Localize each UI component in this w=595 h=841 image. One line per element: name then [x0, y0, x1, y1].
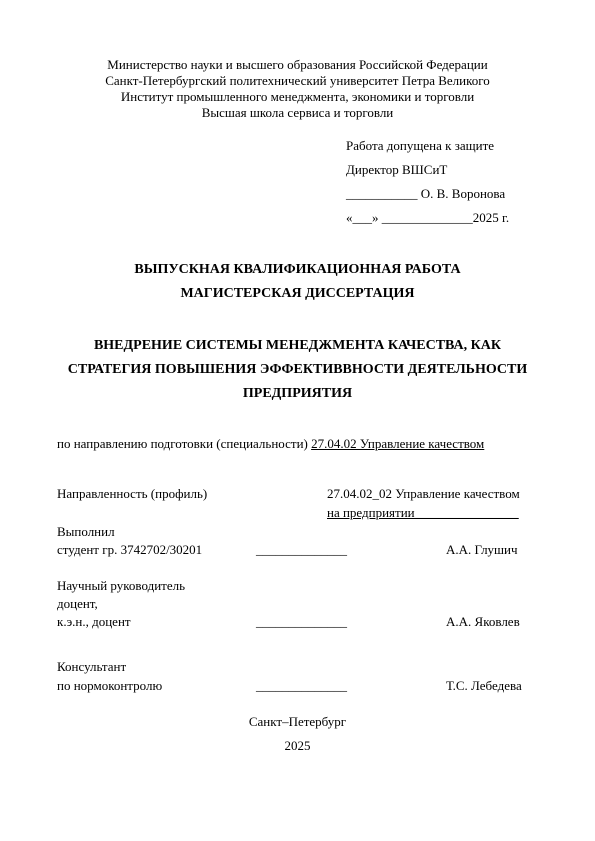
work-type-subtitle: МАГИСТЕРСКАЯ ДИССЕРТАЦИЯ: [180, 286, 415, 301]
consultant-label-2: по нормоконтролю: [57, 678, 163, 693]
institute-line: Институт промышленного менеджмента, экономики и торговли: [120, 89, 475, 104]
student-label-2: студент гр. 3742702/30201: [57, 542, 203, 557]
approval-admitted: Работа допущена к защите: [346, 138, 495, 153]
supervisor-name: А.А. Яковлев: [446, 614, 520, 629]
approval-signature: ___________ О. В. Воронова: [346, 186, 506, 201]
approval-director: Директор ВШСиТ: [346, 162, 448, 177]
supervisor-label-1: Научный руководитель: [57, 578, 186, 593]
consultant-signature-line: ______________: [256, 678, 347, 693]
school-line: Высшая школа сервиса и торговли: [201, 105, 394, 120]
student-signature-line: ______________: [256, 542, 347, 557]
approval-date: «___» ______________2025 г.: [346, 210, 510, 225]
student-name: А.А. Глушич: [446, 542, 518, 557]
direction-value: 27.04.02 Управление качеством: [311, 436, 485, 451]
supervisor-label-2: доцент,: [57, 596, 98, 611]
supervisor-label-3: к.э.н., доцент: [57, 614, 131, 629]
topic-line-3: ПРЕДПРИЯТИЯ: [242, 386, 353, 401]
profile-label: Направленность (профиль): [57, 486, 208, 501]
work-type-title: ВЫПУСКНАЯ КВАЛИФИКАЦИОННАЯ РАБОТА: [134, 262, 461, 277]
direction-line: [57, 436, 484, 452]
university-line: Санкт-Петербургский политехнический университет Петра Великого: [105, 73, 490, 88]
profile-value-line-1: 27.04.02_02 Управление качеством: [327, 486, 520, 501]
direction-label: по направлению подготовки (специальности): [57, 436, 312, 451]
profile-value-line-2: на предприятии________________: [327, 505, 519, 520]
consultant-label-1: Консультант: [57, 659, 127, 674]
ministry-line: Министерство науки и высшего образования Российской Федерации: [107, 57, 488, 72]
consultant-name: Т.С. Лебедева: [446, 678, 522, 693]
topic-line-2: СТРАТЕГИЯ ПОВЫШЕНИЯ ЭФФЕКТИВВНОСТИ ДЕЯТЕЛЬНОСТИ: [67, 362, 528, 377]
footer-city: Санкт–Петербург: [248, 714, 347, 729]
topic-line-1: ВНЕДРЕНИЕ СИСТЕМЫ МЕНЕДЖМЕНТА КАЧЕСТВА, КАК: [93, 338, 502, 353]
footer-year: 2025: [284, 738, 311, 753]
supervisor-signature-line: ______________: [256, 614, 347, 629]
student-label-1: Выполнил: [57, 524, 115, 539]
